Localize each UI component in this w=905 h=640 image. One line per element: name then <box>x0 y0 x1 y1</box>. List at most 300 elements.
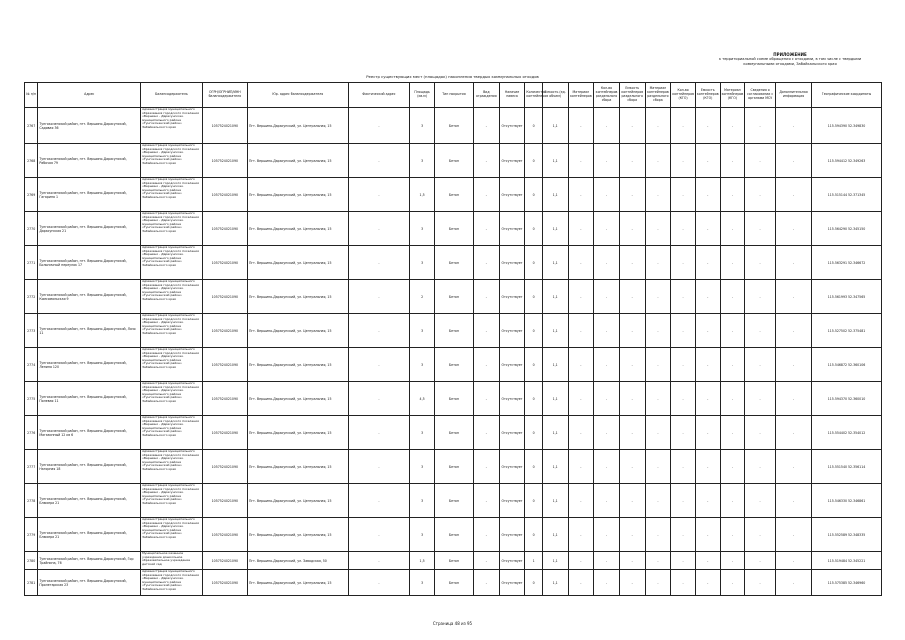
row-sep-volume: - <box>619 552 645 570</box>
row-number: 2780 <box>25 552 38 570</box>
row-address: Тунгокоченский район, пгт. Вершино-Дарасунский, Садовая 36 <box>38 108 141 144</box>
row-holder: Администрация муниципального образования городского поселения «Вершино - Дарасунское» муниципального района «Тунгокоченский район» Забайкальского края <box>141 570 203 596</box>
row-cover: Бетон <box>434 382 473 416</box>
row-extra-info: - <box>776 144 812 178</box>
row-sep-volume: - <box>619 484 645 518</box>
row-ogrn: 1057524021090 <box>202 552 247 570</box>
row-ogrn: 1057524021090 <box>202 280 247 314</box>
row-holder: Администрация муниципального образования городского поселения «Вершино - Дарасунское» муниципального района «Тунгокоченский район» Забайкальского края <box>141 178 203 212</box>
row-container-count: 0 <box>525 108 542 144</box>
row-number: 2774 <box>25 348 38 382</box>
row-holder: Муниципальное казенное учреждение дошкольное образовательное учреждение детский сад <box>141 552 203 570</box>
row-material: - <box>568 348 594 382</box>
row-kgo-material: - <box>720 178 745 212</box>
column-header: Адрес <box>38 83 141 108</box>
row-kgo-volume: - <box>695 212 720 246</box>
row-legal-address: Пгт. Вершино-Дарасунский, ул. Центральная, 15 <box>247 144 348 178</box>
row-holder: Администрация муниципального образования городского поселения «Вершино - Дарасунское» муниципального района «Тунгокоченский район» Забайкальского края <box>141 314 203 348</box>
row-actual-address: - <box>348 314 410 348</box>
row-address: Тунгокоченский район, пгт. Вершино-Дарасунский, Ленина 120 <box>38 348 141 382</box>
row-address: Тунгокоченский район, пгт. Вершино-Дарасунский, Блюхера 21 <box>38 518 141 552</box>
table-row <box>25 382 882 416</box>
row-coordinates: 115.527502 52.375481 <box>811 314 881 348</box>
row-kgo-count: - <box>671 348 696 382</box>
row-kgo-volume: - <box>695 178 720 212</box>
row-legal-address: Пгт. Вершино-Дарасунский, ул. Центральная, 15 <box>247 382 348 416</box>
row-fence: - <box>473 416 499 450</box>
row-number: 2769 <box>25 178 38 212</box>
row-container-count: 0 <box>525 314 542 348</box>
row-address: Тунгокоченский район, пгт. Вершино-Дарасунский, Дарасунская 21 <box>38 212 141 246</box>
column-header: Кол-во контейнеров раздельного сбора <box>594 83 620 108</box>
row-approval: - <box>745 518 776 552</box>
row-approval: - <box>745 246 776 280</box>
row-sep-material: - <box>645 280 671 314</box>
row-ogrn: 1057524021090 <box>202 518 247 552</box>
row-kgo-volume: - <box>695 570 720 596</box>
row-extra-info: - <box>776 314 812 348</box>
appendix-header <box>690 52 890 67</box>
row-actual-address: - <box>348 178 410 212</box>
row-cover: Бетон <box>434 450 473 484</box>
row-material: - <box>568 382 594 416</box>
row-volume: 1,1 <box>542 178 568 212</box>
row-kgo-count: - <box>671 246 696 280</box>
row-address: Тунгокоченский район, пгт. Вершино-Дарасунский, Гор Трайнина, 76 <box>38 552 141 570</box>
row-container-count: 0 <box>525 382 542 416</box>
table-row <box>25 144 882 178</box>
row-extra-info: - <box>776 280 812 314</box>
row-address: Тунгокоченский район, пгт. Вершино-Дарасунский, Гагарина 1 <box>38 178 141 212</box>
row-sep-count: - <box>594 144 620 178</box>
row-kgo-volume: - <box>695 518 720 552</box>
row-kgo-volume: - <box>695 246 720 280</box>
row-material: - <box>568 108 594 144</box>
row-kgo-material: - <box>720 280 745 314</box>
row-cover: Бетон <box>434 570 473 596</box>
column-header: Площадь (кв.м) <box>410 83 435 108</box>
row-extra-info: - <box>776 178 812 212</box>
row-material: - <box>568 246 594 280</box>
row-holder: Администрация муниципального образования городского поселения «Вершино - Дарасунское» муниципального района «Тунгокоченский район» Забайкальского края <box>141 144 203 178</box>
row-area: 4,5 <box>410 382 435 416</box>
row-extra-info: - <box>776 348 812 382</box>
row-sep-material: - <box>645 518 671 552</box>
row-approval: - <box>745 484 776 518</box>
table-row <box>25 212 882 246</box>
row-kgo-material: - <box>720 382 745 416</box>
row-kgo-material: - <box>720 484 745 518</box>
row-area: 3 <box>410 416 435 450</box>
row-legal-address: Пгт. Вершино-Дарасунский, ул. Центральная, 15 <box>247 314 348 348</box>
row-roof: Отсутствует <box>499 382 525 416</box>
row-number: 2770 <box>25 212 38 246</box>
row-approval: - <box>745 108 776 144</box>
row-approval: - <box>745 280 776 314</box>
row-material: - <box>568 416 594 450</box>
row-area: 3 <box>410 108 435 144</box>
row-area: 1,5 <box>410 552 435 570</box>
row-kgo-count: - <box>671 570 696 596</box>
row-extra-info: - <box>776 416 812 450</box>
row-extra-info: - <box>776 382 812 416</box>
table-row <box>25 178 882 212</box>
row-sep-volume: - <box>619 246 645 280</box>
row-legal-address: Пгт. Вершино-Дарасунский, ул. Центральная, 15 <box>247 518 348 552</box>
row-sep-material: - <box>645 450 671 484</box>
page-footer: Страница 48 из 95 <box>432 621 473 626</box>
column-header: Дополнительная информация <box>776 83 812 108</box>
row-kgo-count: - <box>671 518 696 552</box>
row-legal-address: Пгт. Вершино-Дарасунский, ул. Центральная, 15 <box>247 348 348 382</box>
row-sep-count: - <box>594 212 620 246</box>
row-fence: - <box>473 570 499 596</box>
row-sep-volume: - <box>619 570 645 596</box>
row-coordinates: 115.594412 52.349263 <box>811 144 881 178</box>
row-roof: Отсутствует <box>499 450 525 484</box>
table-row <box>25 280 882 314</box>
row-area: 3 <box>410 450 435 484</box>
row-kgo-volume: - <box>695 416 720 450</box>
row-kgo-material: - <box>720 518 745 552</box>
row-address: Тунгокоченский район, пгт. Вершино-Дарасунский, Рабочая 79 <box>38 144 141 178</box>
row-kgo-material: - <box>720 570 745 596</box>
row-kgo-volume: - <box>695 484 720 518</box>
row-cover: Бетон <box>434 314 473 348</box>
row-number: 2779 <box>25 518 38 552</box>
row-ogrn: 1057524021090 <box>202 314 247 348</box>
row-sep-volume: - <box>619 178 645 212</box>
row-actual-address: - <box>348 280 410 314</box>
row-area: 3 <box>410 348 435 382</box>
row-sep-material: - <box>645 178 671 212</box>
row-cover: Бетон <box>434 280 473 314</box>
row-address: Тунгокоченский район, пгт. Вершино-Дарасунский, Больничный переулок 17 <box>38 246 141 280</box>
row-container-count: 0 <box>525 212 542 246</box>
row-kgo-count: - <box>671 552 696 570</box>
row-holder: Администрация муниципального образования городского поселения «Вершино - Дарасунское» муниципального района «Тунгокоченский район» Забайкальского края <box>141 280 203 314</box>
row-legal-address: Пгт. Вершино-Дарасунский, ул. Центральная, 15 <box>247 246 348 280</box>
row-sep-volume: - <box>619 348 645 382</box>
row-number: 2775 <box>25 382 38 416</box>
row-sep-count: - <box>594 382 620 416</box>
row-ogrn: 1057524021090 <box>202 416 247 450</box>
column-header: Емкость (ед. объем) <box>542 83 568 108</box>
row-extra-info: - <box>776 484 812 518</box>
row-area: 3 <box>410 518 435 552</box>
row-area: 3 <box>410 212 435 246</box>
row-approval: - <box>745 212 776 246</box>
row-volume: 1,1 <box>542 518 568 552</box>
row-approval: - <box>745 416 776 450</box>
row-material: - <box>568 518 594 552</box>
row-material: - <box>568 314 594 348</box>
table-body <box>25 108 882 596</box>
row-actual-address: - <box>348 570 410 596</box>
row-sep-count: - <box>594 484 620 518</box>
row-volume: 1,1 <box>542 552 568 570</box>
row-fence: - <box>473 348 499 382</box>
row-address: Тунгокоченский район, пгт. Вершино-Дарасунский, Магазинный 12 кв 6 <box>38 416 141 450</box>
row-fence: - <box>473 108 499 144</box>
row-number: 2777 <box>25 450 38 484</box>
row-sep-volume: - <box>619 416 645 450</box>
column-header: № п/п <box>25 83 38 108</box>
row-sep-volume: - <box>619 314 645 348</box>
row-legal-address: Пгт. Вершино-Дарасунский, ул. Центральная, 15 <box>247 570 348 596</box>
row-number: 2767 <box>25 108 38 144</box>
row-roof: Отсутствует <box>499 246 525 280</box>
row-kgo-count: - <box>671 314 696 348</box>
row-number: 2773 <box>25 314 38 348</box>
row-sep-material: - <box>645 382 671 416</box>
column-header: Материал контейнеров раздельного сбора <box>645 83 671 108</box>
row-volume: 1,1 <box>542 570 568 596</box>
column-header: Балансодержатель <box>141 83 203 108</box>
row-number: 2781 <box>25 570 38 596</box>
row-address: Тунгокоченский район, пгт. Вершино-Дарасунский, Лазо 11 <box>38 314 141 348</box>
row-roof: Отсутствует <box>499 570 525 596</box>
row-approval: - <box>745 178 776 212</box>
table-row <box>25 314 882 348</box>
table-row <box>25 348 882 382</box>
row-fence: - <box>473 450 499 484</box>
row-actual-address: - <box>348 416 410 450</box>
row-sep-count: - <box>594 416 620 450</box>
row-sep-material: - <box>645 348 671 382</box>
row-fence: - <box>473 178 499 212</box>
row-ogrn: 1057524021090 <box>202 178 247 212</box>
row-holder: Администрация муниципального образования городского поселения «Вершино - Дарасунское» муниципального района «Тунгокоченский район» Забайкальского края <box>141 246 203 280</box>
row-coordinates: 115.546330 52.346861 <box>811 484 881 518</box>
row-sep-volume: - <box>619 212 645 246</box>
appendix-title: ПРИЛОЖЕНИЕ <box>773 52 807 57</box>
row-kgo-volume: - <box>695 280 720 314</box>
row-roof: Отсутствует <box>499 348 525 382</box>
row-holder: Администрация муниципального образования городского поселения «Вершино - Дарасунское» муниципального района «Тунгокоченский район» Забайкальского края <box>141 348 203 382</box>
row-holder: Администрация муниципального образования городского поселения «Вершино - Дарасунское» муниципального района «Тунгокоченский район» Забайкальского края <box>141 108 203 144</box>
row-kgo-material: - <box>720 108 745 144</box>
row-approval: - <box>745 348 776 382</box>
table-row <box>25 450 882 484</box>
row-kgo-count: - <box>671 484 696 518</box>
row-material: - <box>568 212 594 246</box>
row-coordinates: 115.552589 52.348335 <box>811 518 881 552</box>
row-coordinates: 115.594370 52.360010 <box>811 382 881 416</box>
row-sep-count: - <box>594 348 620 382</box>
row-kgo-count: - <box>671 416 696 450</box>
column-header: Материал контейнеров <box>568 83 594 108</box>
row-number: 2778 <box>25 484 38 518</box>
row-holder: Администрация муниципального образования городского поселения «Вершино - Дарасунское» муниципального района «Тунгокоченский район» Забайкальского края <box>141 450 203 484</box>
row-kgo-material: - <box>720 212 745 246</box>
table-row <box>25 552 882 570</box>
table-row <box>25 416 882 450</box>
column-header: Кол-во контейнеров (КГО) <box>671 83 696 108</box>
table-caption: Реестр существующих мест (площадок) накопления твердых коммунальных отходов <box>366 74 539 79</box>
row-extra-info: - <box>776 450 812 484</box>
row-approval: - <box>745 450 776 484</box>
row-sep-material: - <box>645 212 671 246</box>
row-legal-address: Пгт. Вершино-Дарасунский, ул. Центральная, 15 <box>247 450 348 484</box>
row-sep-count: - <box>594 280 620 314</box>
column-header: Юр. адрес балансодержателя <box>247 83 348 108</box>
row-cover: Бетон <box>434 178 473 212</box>
row-kgo-volume: - <box>695 348 720 382</box>
row-coordinates: 115.546872 52.360106 <box>811 348 881 382</box>
row-sep-count: - <box>594 570 620 596</box>
row-roof: Отсутствует <box>499 518 525 552</box>
row-actual-address: - <box>348 108 410 144</box>
row-ogrn: 1057524021090 <box>202 212 247 246</box>
row-volume: 1,1 <box>542 280 568 314</box>
row-ogrn: 1057524021090 <box>202 144 247 178</box>
row-legal-address: Пгт. Вершино-Дарасунский, ул. Центральная, 15 <box>247 178 348 212</box>
row-approval: - <box>745 144 776 178</box>
appendix-line: к территориальной схеме обращения с отходами, в том числе с твердыми <box>718 57 862 61</box>
column-header: Фактический адрес <box>348 83 410 108</box>
row-kgo-material: - <box>720 416 745 450</box>
row-sep-volume: - <box>619 450 645 484</box>
row-kgo-volume: - <box>695 314 720 348</box>
row-sep-volume: - <box>619 518 645 552</box>
row-approval: - <box>745 382 776 416</box>
row-extra-info: - <box>776 552 812 570</box>
row-legal-address: Пгт. Вершино-Дарасунский, ул. Центральная, 15 <box>247 484 348 518</box>
row-volume: 1,1 <box>542 484 568 518</box>
row-fence: - <box>473 212 499 246</box>
row-volume: 1,1 <box>542 348 568 382</box>
column-header: Емкость контейнеров раздельного сбора <box>619 83 645 108</box>
row-sep-material: - <box>645 484 671 518</box>
row-kgo-material: - <box>720 314 745 348</box>
row-cover: Бетон <box>434 518 473 552</box>
row-approval: - <box>745 570 776 596</box>
row-kgo-volume: - <box>695 450 720 484</box>
row-legal-address: Пгт. Вершино-Дарасунский, ул. Заводская, 50 <box>247 552 348 570</box>
row-sep-count: - <box>594 246 620 280</box>
row-number: 2771 <box>25 246 38 280</box>
row-address: Тунгокоченский район, пгт. Вершино-Дарасунский, Нагорная 18 <box>38 450 141 484</box>
row-area: 3 <box>410 314 435 348</box>
row-kgo-count: - <box>671 178 696 212</box>
row-holder: Администрация муниципального образования городского поселения «Вершино - Дарасунское» муниципального района «Тунгокоченский район» Забайкальского края <box>141 518 203 552</box>
row-kgo-count: - <box>671 450 696 484</box>
row-number: 2772 <box>25 280 38 314</box>
row-ogrn: 1057524021090 <box>202 570 247 596</box>
row-kgo-material: - <box>720 552 745 570</box>
row-approval: - <box>745 552 776 570</box>
column-header: Тип покрытия <box>434 83 473 108</box>
row-sep-count: - <box>594 178 620 212</box>
row-ogrn: 1057524021090 <box>202 450 247 484</box>
row-sep-volume: - <box>619 108 645 144</box>
row-cover: Бетон <box>434 552 473 570</box>
row-number: 2776 <box>25 416 38 450</box>
row-holder: Администрация муниципального образования городского поселения «Вершино - Дарасунское» муниципального района «Тунгокоченский район» Забайкальского края <box>141 484 203 518</box>
row-container-count: 0 <box>525 144 542 178</box>
row-material: - <box>568 552 594 570</box>
row-actual-address: - <box>348 348 410 382</box>
row-legal-address: Пгт. Вершино-Дарасунский, ул. Центральная, 15 <box>247 416 348 450</box>
row-roof: Отсутствует <box>499 212 525 246</box>
row-container-count: 0 <box>525 570 542 596</box>
row-kgo-volume: - <box>695 552 720 570</box>
appendix-line: коммунальными отходами, Забайкальского края <box>743 62 837 66</box>
row-container-count: 0 <box>525 484 542 518</box>
row-container-count: 0 <box>525 246 542 280</box>
row-volume: 1,1 <box>542 108 568 144</box>
row-kgo-count: - <box>671 382 696 416</box>
row-extra-info: - <box>776 570 812 596</box>
row-container-count: 0 <box>525 348 542 382</box>
row-ogrn: 1057524021090 <box>202 348 247 382</box>
row-actual-address: - <box>348 144 410 178</box>
row-ogrn: 1057524021090 <box>202 246 247 280</box>
row-container-count: 0 <box>525 416 542 450</box>
row-number: 2768 <box>25 144 38 178</box>
row-material: - <box>568 144 594 178</box>
row-sep-count: - <box>594 314 620 348</box>
row-cover: Бетон <box>434 348 473 382</box>
row-kgo-count: - <box>671 280 696 314</box>
row-container-count: 1 <box>525 552 542 570</box>
row-area: 2 <box>410 280 435 314</box>
row-sep-material: - <box>645 570 671 596</box>
row-area: 3 <box>410 246 435 280</box>
row-ogrn: 1057524021090 <box>202 382 247 416</box>
row-area: 3 <box>410 144 435 178</box>
row-sep-material: - <box>645 552 671 570</box>
row-address: Тунгокоченский район, пгт. Вершино-Дарасунский, Блюхера 21 <box>38 484 141 518</box>
row-fence: - <box>473 246 499 280</box>
column-header: Сведения о согласовании с органами МСУ <box>745 83 776 108</box>
row-kgo-material: - <box>720 144 745 178</box>
row-legal-address: Пгт. Вершино-Дарасунский, ул. Центральная, 15 <box>247 212 348 246</box>
row-ogrn: 1057524021090 <box>202 108 247 144</box>
row-kgo-count: - <box>671 108 696 144</box>
row-material: - <box>568 178 594 212</box>
row-sep-material: - <box>645 108 671 144</box>
row-sep-volume: - <box>619 382 645 416</box>
row-extra-info: - <box>776 212 812 246</box>
row-approval: - <box>745 314 776 348</box>
row-volume: 1,1 <box>542 382 568 416</box>
row-fence: - <box>473 280 499 314</box>
row-extra-info: - <box>776 108 812 144</box>
column-header: Географические координаты <box>811 83 881 108</box>
table-row <box>25 484 882 518</box>
row-address: Тунгокоченский район, пгт. Вершино-Дарасунский, Комсомольская 9 <box>38 280 141 314</box>
table-row <box>25 570 882 596</box>
row-kgo-volume: - <box>695 144 720 178</box>
registry-table <box>24 82 882 596</box>
row-kgo-count: - <box>671 144 696 178</box>
row-roof: Отсутствует <box>499 178 525 212</box>
row-cover: Бетон <box>434 108 473 144</box>
row-address: Тунгокоченский район, пгт. Вершино-Дарасунский, Пролетарская 23 <box>38 570 141 596</box>
row-extra-info: - <box>776 246 812 280</box>
row-area: 3 <box>410 570 435 596</box>
row-coordinates: 115.563291 52.346672 <box>811 246 881 280</box>
row-kgo-volume: - <box>695 108 720 144</box>
row-cover: Бетон <box>434 212 473 246</box>
row-sep-material: - <box>645 246 671 280</box>
row-actual-address: - <box>348 382 410 416</box>
row-fence: - <box>473 484 499 518</box>
row-volume: 1,1 <box>542 314 568 348</box>
row-actual-address: - <box>348 246 410 280</box>
